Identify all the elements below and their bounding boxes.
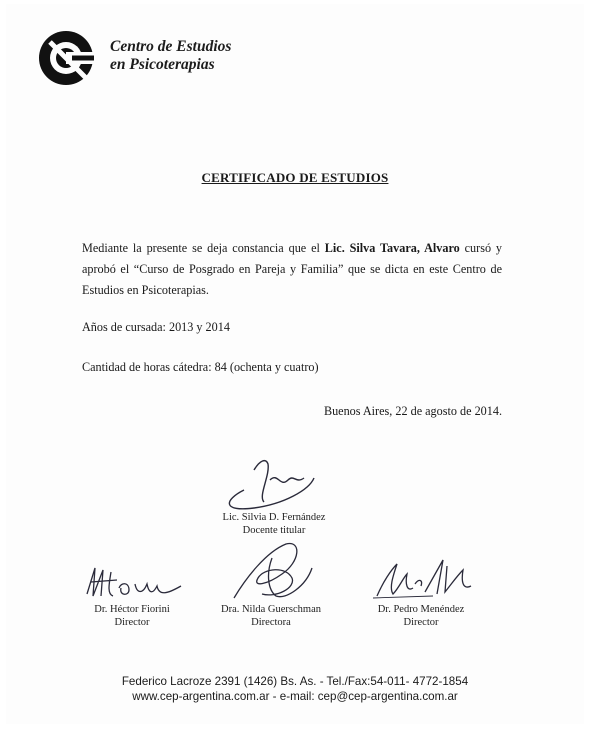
handwritten-signature-icon [77,560,187,604]
signature-block-menendez [356,552,486,629]
handwritten-signature-icon [216,538,326,604]
footer-web-email: www.cep-argentina.com.ar - e-mail: cep@cep-argentina.com.ar [132,690,458,703]
body-rest: cursó y aprobó el “Curso de Posgrado en Pareja y Familia” que se dicta en este Centro de Estudios en Psicoterapias. [82,241,503,297]
handwritten-signature-icon [363,552,479,604]
certificate-page [6,4,584,724]
handwritten-signature-icon [214,450,334,512]
certificate-body [82,238,502,301]
signatory-role: Director [114,616,150,628]
footer-contact [6,674,584,704]
signatory-role: Director [403,616,439,628]
course-hours: Cantidad de horas cátedra: 84 (ochenta y cuatro) [82,360,319,374]
org-line-1: Centro de Estudios [110,38,232,55]
signature-block-fiorini [72,560,192,629]
years-attended: Años de cursada: 2013 y 2014 [82,320,230,334]
footer-address: Federico Lacroze 2391 (1426) Bs. As. - Tel./Fax:54-011- 4772-1854 [121,675,469,688]
signatory-name: Dr. Pedro Menéndez [377,604,465,615]
cep-logo-icon [36,26,100,90]
recipient-name: Lic. Silva Tavara, Alvaro [324,241,460,255]
signature-block-guerschman [206,538,336,629]
certificate-title: CERTIFICADO DE ESTUDIOS [201,170,389,185]
signatory-name: Lic. Silvia D. Fernández [222,512,326,523]
body-intro: Mediante la presente se deja constancia que el [82,241,320,255]
signatory-role: Docente titular [242,524,306,536]
signatory-role: Directora [251,616,291,628]
signatory-name: Dr. Héctor Fiorini [94,604,170,615]
signatory-name: Dra. Nilda Guerschman [220,604,321,615]
issue-date: Buenos Aires, 22 de agosto de 2014. [323,404,502,418]
organization-name [110,38,231,74]
signature-block-fernandez [194,450,354,537]
org-line-2: en Psicoterapias [110,56,215,73]
